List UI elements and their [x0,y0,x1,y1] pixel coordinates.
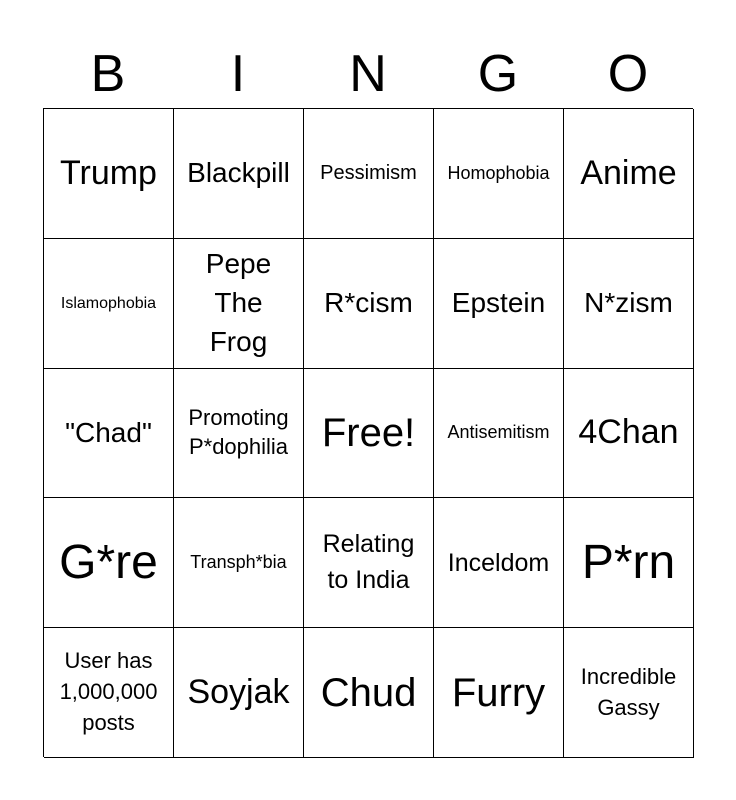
bingo-cell[interactable] [44,239,174,369]
cell-text: R*cism [324,287,413,319]
bingo-cell[interactable] [304,628,434,758]
cell-text: Epstein [451,287,546,319]
free-space-cell[interactable] [304,369,434,499]
cell-text: Pepe The Frog [205,248,272,357]
cell-text: Anime [580,153,677,192]
cell-text: Islamophobia [60,294,157,312]
header-letter-o: O [607,45,649,103]
cell-text: Inceldom [447,548,550,577]
cell-text: "Chad" [65,416,152,448]
cell-text: Relating to India [322,530,415,594]
bingo-header [43,40,693,108]
bingo-board [43,108,693,757]
cell-text: G*re [59,536,158,590]
bingo-cell[interactable] [434,498,564,628]
cell-text: Transph*bia [190,551,287,572]
header-letter-i: I [230,45,246,103]
bingo-cell[interactable] [564,628,694,758]
header-letter-n: N [349,45,387,103]
header-letter-g: G [477,45,519,103]
bingo-cell[interactable] [564,239,694,369]
bingo-cell[interactable] [564,369,694,499]
bingo-cell[interactable] [174,369,304,499]
bingo-cell[interactable] [304,109,434,239]
bingo-cell[interactable] [44,498,174,628]
cell-text: Trump [60,153,157,192]
bingo-cell[interactable] [304,239,434,369]
cell-text: Furry [451,670,546,715]
cell-text: Promoting P*dophilia [188,405,289,459]
cell-text: Chud [320,670,417,715]
bingo-cell[interactable] [434,109,564,239]
bingo-cell[interactable] [304,498,434,628]
header-letter-b: B [90,45,126,103]
cell-text: Soyjak [187,673,290,712]
bingo-cell[interactable] [174,239,304,369]
bingo-cell[interactable] [434,239,564,369]
cell-text: Incredible Gassy [580,663,677,720]
cell-text: 4Chan [578,413,679,452]
free-space-text: Free! [321,410,416,455]
cell-text: Blackpill [187,157,290,189]
bingo-cell[interactable] [44,109,174,239]
bingo-cell[interactable] [174,498,304,628]
bingo-cell[interactable] [44,369,174,499]
cell-text: Pessimism [320,162,417,185]
cell-text: P*rn [581,536,676,590]
cell-text: Antisemitism [447,422,550,443]
bingo-cell[interactable] [44,628,174,758]
bingo-cell[interactable] [564,498,694,628]
cell-text: Homophobia [447,162,550,183]
bingo-cell[interactable] [174,628,304,758]
bingo-cell[interactable] [434,369,564,499]
cell-text: N*zism [584,287,673,319]
bingo-cell[interactable] [564,109,694,239]
cell-text: User has 1,000,000 posts [59,648,158,735]
bingo-cell[interactable] [434,628,564,758]
bingo-cell[interactable] [174,109,304,239]
